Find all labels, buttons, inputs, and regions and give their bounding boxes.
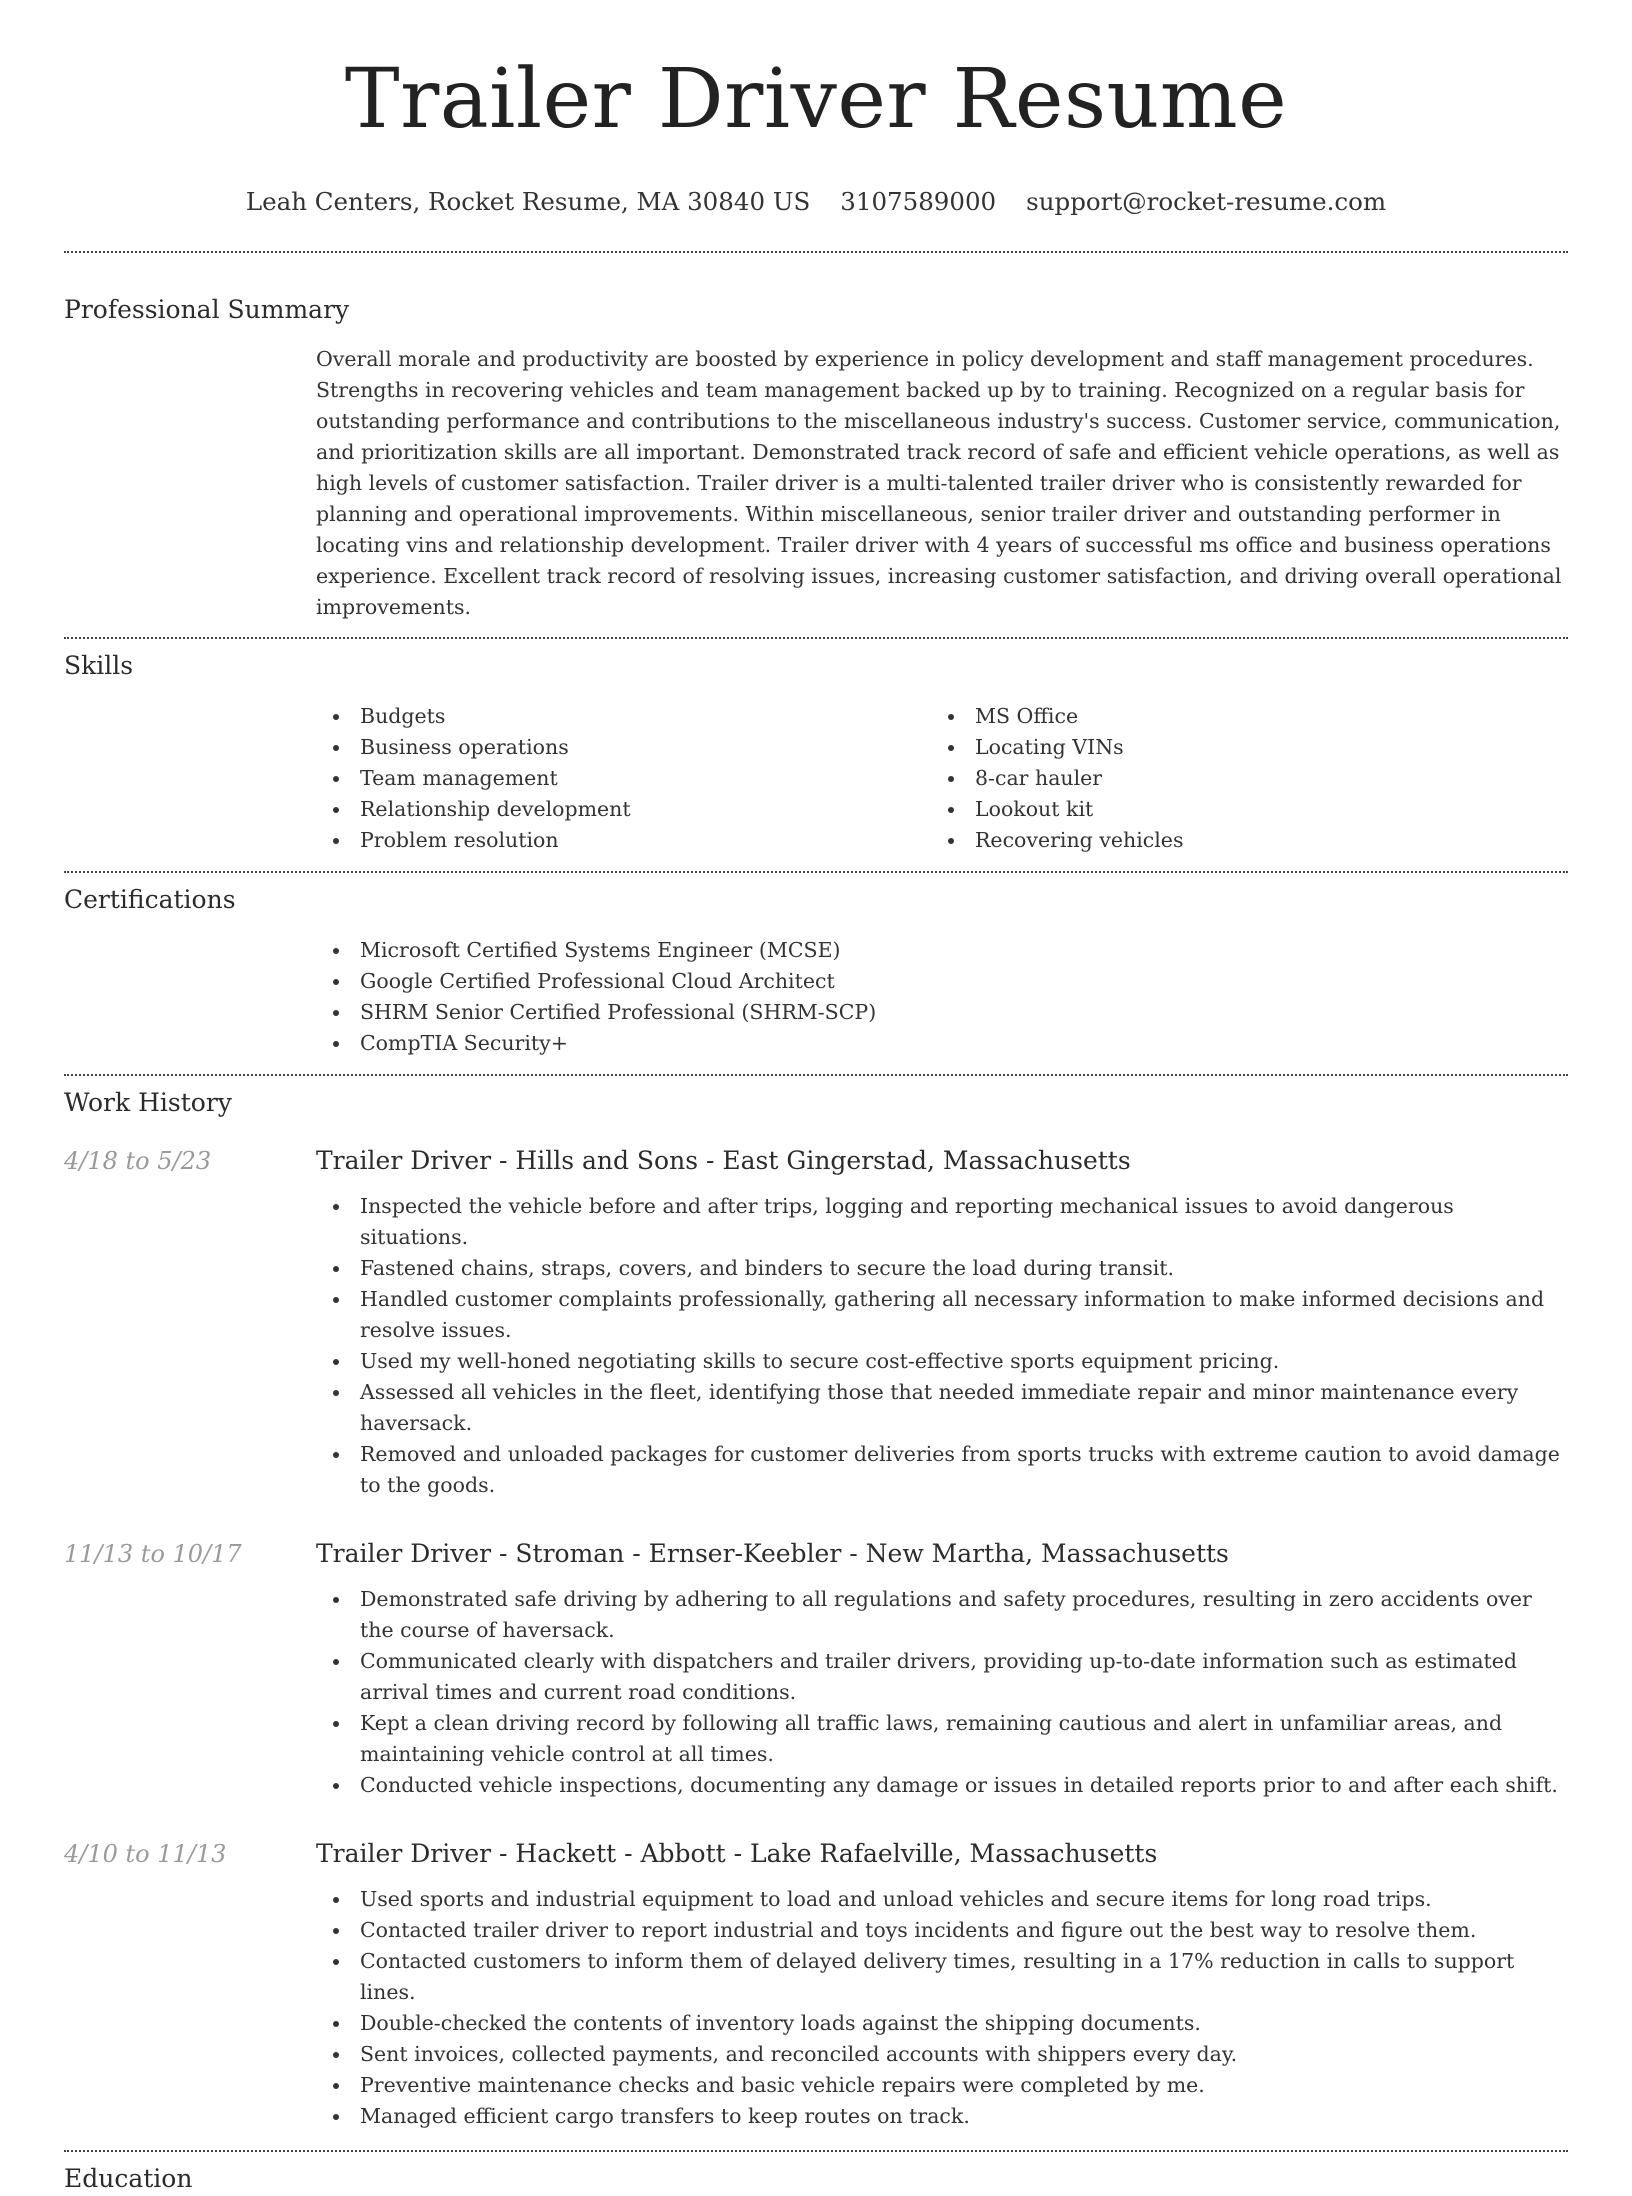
certifications-section [64, 873, 1568, 1059]
list-item: Used sports and industrial equipment to load and unload vehicles and secure items for long road trips. [316, 1884, 1568, 1915]
summary-section [64, 253, 1568, 623]
list-item: Lookout kit [931, 794, 1546, 825]
list-item: Managed efficient cargo transfers to keep routes on track. [316, 2101, 1568, 2132]
list-item: Contacted trailer driver to report industrial and toys incidents and figure out the best way to resolve them. [316, 1915, 1568, 1946]
list-item: Conducted vehicle inspections, documenting any damage or issues in detailed reports prior to and after each shift. [316, 1770, 1568, 1801]
certifications-list [316, 935, 1568, 1059]
job-title: Trailer Driver - Stroman - Ernser-Keebler - New Martha, Massachusetts [316, 1539, 1229, 1568]
list-item: Communicated clearly with dispatchers and trailer drivers, providing up-to-date information such as estimated arrival times and current road conditions. [316, 1646, 1568, 1708]
list-item: Team management [316, 763, 931, 794]
list-item: CompTIA Security+ [316, 1028, 1568, 1059]
list-item: Google Certified Professional Cloud Architect [316, 966, 1568, 997]
contact-address: Leah Centers, Rocket Resume, MA 30840 US [245, 187, 811, 216]
job-dates: 4/18 to 5/23 [64, 1147, 212, 1175]
resume-title: Trailer Driver Resume [344, 52, 1288, 147]
skills-list-left [316, 701, 931, 856]
section-heading-certifications: Certifications [64, 885, 236, 914]
list-item: Budgets [316, 701, 931, 732]
contact-email: support@rocket-resume.com [1026, 187, 1387, 216]
summary-text: Overall morale and productivity are boosted by experience in policy development and staff management procedures. Strengths in recovering vehicles and team management backed up by to training. Recognized on a regular basis for outstanding performance and contributions to the miscellaneous industry's success. Customer service, communication, and prioritization skills are all important. Demonstrated track record of safe and efficient vehicle operations, as well as high levels of customer satisfaction. Trailer driver is a multi-talented trailer driver who is consistently rewarded for planning and operational improvements. Within miscellaneous, senior trailer driver and outstanding performer in locating vins and relationship development. Trailer driver with 4 years of successful ms office and business operations experience. Excellent track record of resolving issues, increasing customer satisfaction, and driving overall operational improvements. [316, 347, 1562, 619]
list-item: Contacted customers to inform them of delayed delivery times, resulting in a 17% reduction in calls to support lines. [316, 1946, 1568, 2008]
resume-page [64, 0, 1568, 2196]
list-item: Microsoft Certified Systems Engineer (MCSE) [316, 935, 1568, 966]
job-dates: 11/13 to 10/17 [64, 1540, 242, 1568]
list-item: Removed and unloaded packages for customer deliveries from sports trucks with extreme caution to avoid damage to the goods. [316, 1439, 1568, 1501]
job-entry [64, 1837, 1568, 2132]
job-dates: 4/10 to 11/13 [64, 1840, 227, 1868]
contact-phone: 3107589000 [840, 187, 997, 216]
list-item: Handled customer complaints professionally, gathering all necessary information to make informed decisions and resolve issues. [316, 1284, 1568, 1346]
section-heading-education: Education [64, 2164, 193, 2193]
list-item: Locating VINs [931, 732, 1546, 763]
job-bullets [316, 1191, 1568, 1501]
list-item: Relationship development [316, 794, 931, 825]
list-item: 8-car hauler [931, 763, 1546, 794]
list-item: Preventive maintenance checks and basic vehicle repairs were completed by me. [316, 2070, 1568, 2101]
job-bullets [316, 1584, 1568, 1801]
section-heading-skills: Skills [64, 651, 134, 680]
list-item: Business operations [316, 732, 931, 763]
job-bullets [316, 1884, 1568, 2132]
list-item: Problem resolution [316, 825, 931, 856]
job-entry [64, 1144, 1568, 1501]
list-item: Kept a clean driving record by following all traffic laws, remaining cautious and alert in unfamiliar areas, and maintaining vehicle control at all times. [316, 1708, 1568, 1770]
skills-section [64, 639, 1568, 856]
list-item: Recovering vehicles [931, 825, 1546, 856]
list-item: SHRM Senior Certified Professional (SHRM-SCP) [316, 997, 1568, 1028]
job-entry [64, 1537, 1568, 1801]
section-heading-work-history: Work History [64, 1088, 232, 1117]
section-heading-summary: Professional Summary [64, 295, 350, 324]
job-title: Trailer Driver - Hills and Sons - East Gingerstad, Massachusetts [316, 1146, 1131, 1175]
skills-list-right [931, 701, 1546, 856]
list-item: Used my well-honed negotiating skills to secure cost-effective sports equipment pricing. [316, 1346, 1568, 1377]
list-item: Sent invoices, collected payments, and reconciled accounts with shippers every day. [316, 2039, 1568, 2070]
education-section [64, 2152, 1568, 2196]
list-item: Assessed all vehicles in the fleet, identifying those that needed immediate repair and minor maintenance every haversack. [316, 1377, 1568, 1439]
list-item: MS Office [931, 701, 1546, 732]
list-item: Inspected the vehicle before and after trips, logging and reporting mechanical issues to avoid dangerous situations. [316, 1191, 1568, 1253]
list-item: Demonstrated safe driving by adhering to all regulations and safety procedures, resulting in zero accidents over the course of haversack. [316, 1584, 1568, 1646]
list-item: Double-checked the contents of inventory loads against the shipping documents. [316, 2008, 1568, 2039]
contact-line [64, 186, 1568, 218]
work-history-section [64, 1076, 1568, 2132]
list-item: Fastened chains, straps, covers, and binders to secure the load during transit. [316, 1253, 1568, 1284]
job-title: Trailer Driver - Hackett - Abbott - Lake Rafaelville, Massachusetts [316, 1839, 1158, 1868]
